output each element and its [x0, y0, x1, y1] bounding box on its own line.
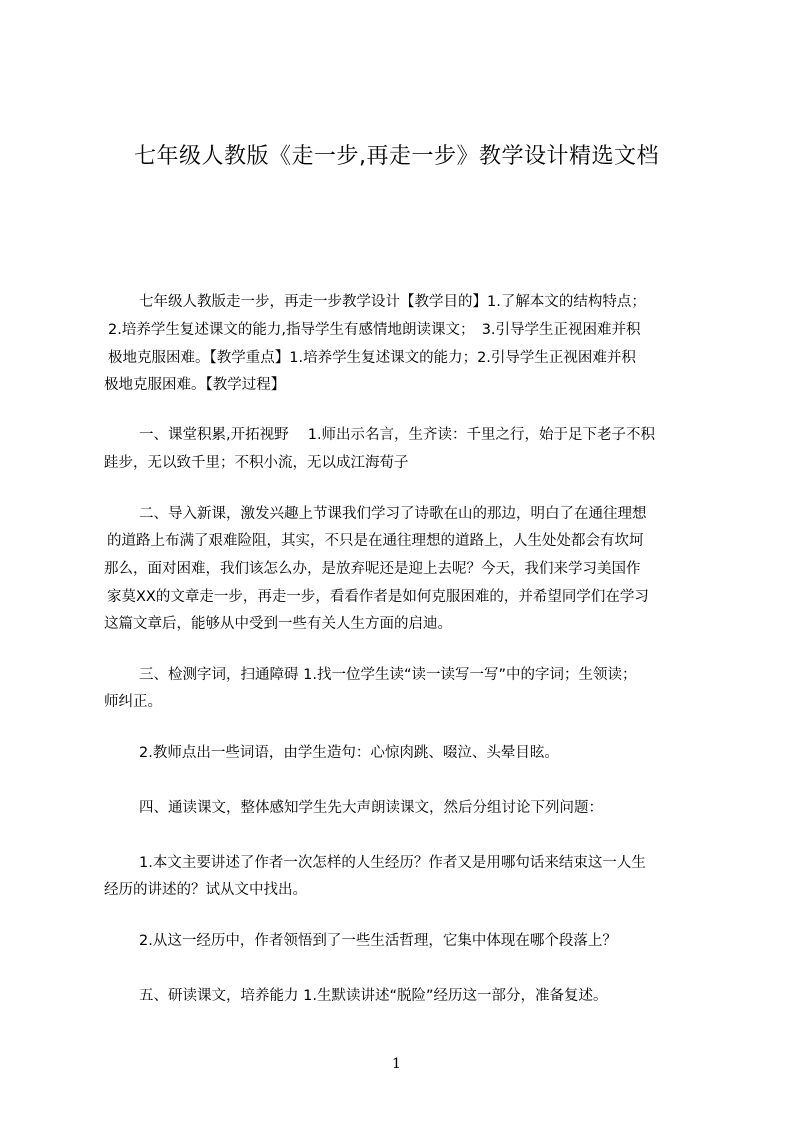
paragraph-line: 师纠正。 [104, 694, 162, 710]
paragraph-line: 那么，面对困难，我们该怎么办，是放弃呢还是迎上去呢？今天，我们来学习美国作 [104, 561, 641, 577]
paragraph-line: 二、导入新课，激发兴趣上节课我们学习了诗歌在山的那边，明白了在通往理想 [139, 506, 647, 522]
paragraph-line: 五、研读课文，培养能力 1.生默读讲述“脱险”经历这一部分，准备复述。 [139, 988, 608, 1004]
page-number: 1 [392, 1056, 401, 1072]
paragraph-line: 2.教师点出一些词语，由学生造句：心惊肉跳、啜泣、头晕目眩。 [139, 745, 559, 761]
paragraph-line: 七年级人教版走一步，再走一步教学设计【教学目的】1.了解本文的结构特点； [139, 294, 646, 310]
paragraph-line: 一、课堂积累,开拓视野 1.师出示名言，生齐读：千里之行，始于足下老子不积 [139, 427, 656, 443]
paragraph-line: 这篇文章后，能够从中受到一些有关人生方面的启迪。 [104, 616, 452, 632]
document-title: 七年级人教版《走一步,再走一步》教学设计精选文档 [134, 144, 659, 169]
paragraph-line: 三、检测字词，扫通障碍 1.找一位学生读“读一读写一写”中的字词；生领读； [139, 667, 637, 683]
paragraph-line: 的道路上布满了艰难险阻，其实，不只是在通往理想的道路上，人生处处都会有坎坷 [107, 533, 644, 549]
paragraph-line: 2.培养学生复述课文的能力,指导学生有感情地朗读课文； 3.引导学生正视困难并积 [108, 322, 641, 338]
paragraph-line: 极地克服困难。【教学重点】1.培养学生复述课文的能力；2.引导学生正视困难并积 [108, 350, 636, 366]
paragraph-line: 极地克服困难。【教学过程】 [104, 377, 286, 393]
paragraph-line: 四、通读课文，整体感知学生先大声朗读课文，然后分组讨论下列问题： [139, 800, 603, 816]
paragraph-line: 2.从这一经历中，作者领悟到了一些生活哲理，它集中体现在哪个段落上？ [139, 933, 617, 949]
paragraph-line: 跬步，无以致千里；不积小流，无以成江海荀子 [104, 455, 409, 471]
paragraph-line: 1.本文主要讲述了作者一次怎样的人生经历？作者又是用哪句话来结束这一人生 [139, 855, 646, 871]
paragraph-line: 家莫XX的文章走一步，再走一步，看看作者是如何克服困难的，并希望同学们在学习 [107, 589, 649, 605]
paragraph-line: 经历的讲述的？试从文中找出。 [104, 882, 307, 898]
